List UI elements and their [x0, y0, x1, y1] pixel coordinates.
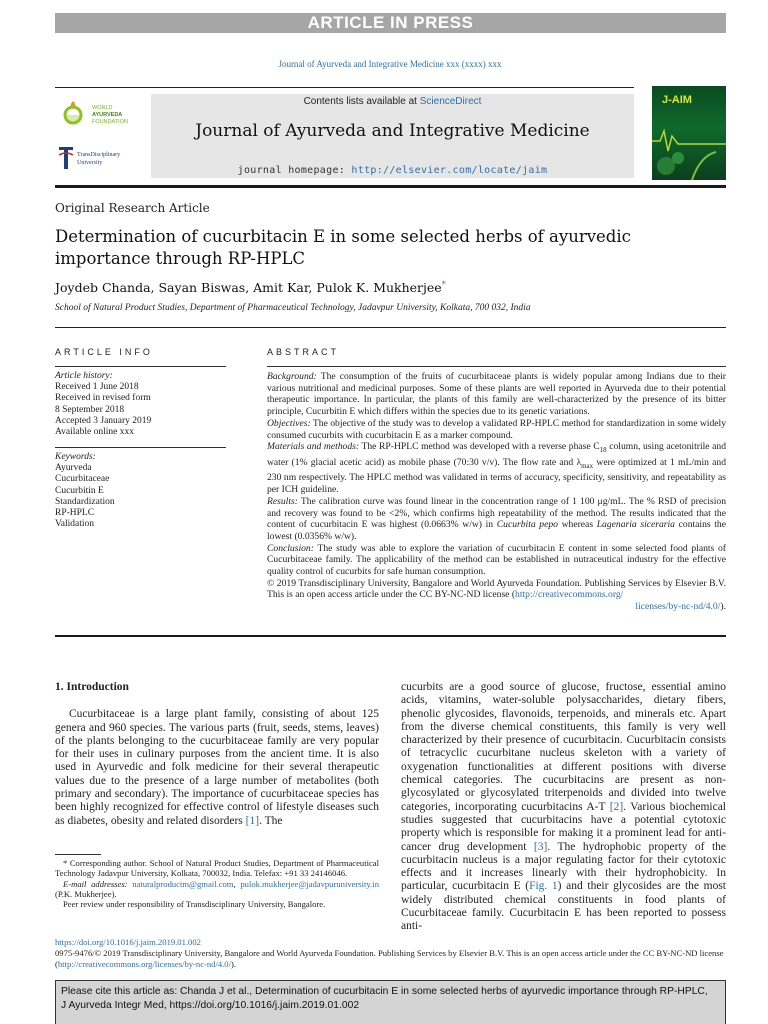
- author-affiliation: School of Natural Product Studies, Department of Pharmaceutical Technology, Jadavpur University, Kolkata, 700 032, India: [55, 303, 531, 313]
- footnote-rule: [55, 854, 101, 855]
- keyword: Cucurbitin E: [55, 485, 104, 496]
- sciencedirect-link[interactable]: ScienceDirect: [419, 96, 482, 107]
- abstract-copyright: [267, 578, 726, 601]
- methods-text-c: were optimized at 1 mL/min and 230 nm respectively. The HPLC method was validated in terms of accuracy, specificity, sensitivity, and repeatability as per ICH guideline.: [267, 456, 726, 496]
- email-link-2[interactable]: pulok.mukherjee@jadavpuruniversity.in: [240, 878, 379, 889]
- logo-tu-line1: TransDisciplinary: [77, 152, 121, 158]
- keyword: RP-HPLC: [55, 508, 95, 519]
- keyword: Ayurveda: [55, 463, 92, 474]
- abstract-copyright-close: ).: [720, 601, 726, 613]
- footer-copyright-close: ).: [230, 959, 236, 969]
- article-info-heading: ARTICLE INFO: [55, 347, 153, 357]
- right-text-c: . The hydrophobic property of the cucurbitacin nucleus is a major regulating factor for their cytotoxic effects and it increases linearly with their hydrophobicity. In particular, cucurbitacin E (: [401, 840, 726, 893]
- publisher-logos: [55, 95, 148, 175]
- journal-reference[interactable]: Journal of Ayurveda and Integrative Medicine xxx (xxxx) xxx: [278, 59, 502, 69]
- history-label: Article history:: [55, 371, 113, 381]
- objectives-label: Objectives:: [267, 417, 311, 429]
- header-thick-rule: [55, 185, 726, 188]
- methods-label: Materials and methods:: [267, 441, 360, 453]
- license-link-part1[interactable]: http://creativecommons.org/: [515, 589, 624, 601]
- contents-prefix: Contents lists available at: [303, 96, 420, 107]
- affiliation-rule: [55, 327, 726, 328]
- reference-link-2[interactable]: [2]: [609, 800, 624, 813]
- abstract-body: [267, 371, 726, 613]
- conclusion-label: Conclusion:: [267, 542, 314, 554]
- species-lagenaria-siceraria: Lagenaria siceraria: [596, 519, 675, 531]
- journal-cover-image: [652, 86, 726, 180]
- corresponding-author-note: * Corresponding author. School of Natural Product Studies, Department of Pharmaceutical Technology Jadavpur University, Kolkata, 700032, India. Telefax: +91 33 24146046.: [55, 858, 379, 879]
- footer-copyright-text: 0975-9476/© 2019 Transdisciplinary University, Bangalore and World Ayurveda Foundation. Publishing Services by Elsevier B.V. This is an open access article under the CC BY-NC-ND license (: [55, 948, 724, 969]
- journal-homepage: [151, 165, 634, 176]
- world-ayurveda-foundation-logo-text: [92, 105, 128, 126]
- results-text-a: The calibration curve was found linear in the concentration range of 1 100 μg/mL. The % RSD of precision and recovery was found to be <2%, which confirms high repeatability of the method. The results indicated that the content of cucurbitacin E was highest (0.0663% w/w) in: [267, 495, 726, 531]
- intro-text-b: . The: [259, 814, 283, 827]
- abstract-conclusion: [267, 543, 726, 578]
- keywords-label: Keywords:: [55, 452, 96, 462]
- email-separator: ,: [233, 878, 241, 889]
- homepage-prefix: journal homepage:: [237, 165, 352, 176]
- methods-subscript-max: max: [581, 461, 594, 470]
- license-link-part2[interactable]: licenses/by-nc-nd/4.0/: [635, 601, 721, 613]
- peer-review-note: Peer review under responsibility of Transdisciplinary University, Bangalore.: [63, 899, 326, 910]
- email-suffix: (P.K. Mukherjee).: [55, 888, 117, 899]
- logo-tu-line2: University: [77, 159, 103, 166]
- journal-header-box: [151, 94, 634, 178]
- methods-text-a: The RP-HPLC method was developed with a reverse phase C: [359, 441, 600, 453]
- body-right-column: [401, 681, 726, 934]
- email-link-1[interactable]: naturalproductm@gmail.com: [132, 878, 234, 889]
- right-text-b: . Various biochemical studies suggested that cucurbitacins have a potential cytotoxic property which is responsible for making it a prominent lead for anti-cancer drug development: [401, 800, 726, 853]
- keyword: Validation: [55, 519, 95, 530]
- intro-continued-paragraph: [401, 681, 726, 934]
- logo-world-line2: AYURVEDA: [92, 111, 123, 118]
- keyword: Standardization: [55, 496, 115, 507]
- email-label: E-mail addresses:: [63, 878, 133, 889]
- article-title-line2: importance through RP-HPLC: [55, 249, 306, 268]
- history-item: Accepted 3 January 2019: [55, 415, 152, 426]
- intro-text-a: Cucurbitaceae is a large plant family, consisting of about 125 genera and 960 species. The various parts (fruit, seeds, stems, leaves) of the plants belonging to the cucurbitaceae family are very popular for their uses in culinary purposes from the ancient time. It is also used in Ayurvedic and folk medicine for their several therapeutic values due to the presence of a large number of metabolites (both primary and secondary). The importance of cucurbitaceae species has been highly recognized for effective control of lifestyle diseases such as diabetes, obesity and related disorders: [55, 708, 379, 827]
- article-info-rule: [55, 366, 226, 367]
- abstract-copyright-text: © 2019 Transdisciplinary University, Bangalore and World Ayurveda Foundation. Publishing Services by Elsevier B.V. This is an open access article under the CC BY-NC-ND license (: [267, 577, 726, 601]
- section-heading-introduction: 1. Introduction: [55, 681, 129, 693]
- history-item: Received 1 June 2018: [55, 382, 139, 393]
- article-history: [55, 371, 151, 438]
- world-ayurveda-foundation-logo-icon: [61, 99, 85, 125]
- keywords-rule: [55, 447, 226, 448]
- email-note: [55, 879, 379, 900]
- transdisciplinary-university-logo-text: [77, 152, 120, 168]
- footer-license-link[interactable]: http://creativecommons.org/licenses/by-nc-nd/4.0/: [57, 959, 231, 969]
- history-item: Received in revised form: [55, 393, 151, 404]
- body-left-column: [55, 681, 379, 828]
- homepage-link[interactable]: http://elsevier.com/locate/jaim: [351, 165, 548, 176]
- keyword: Cucurbitaceae: [55, 474, 110, 485]
- abstract-copyright-end: [267, 601, 726, 613]
- history-item: 8 September 2018: [55, 404, 125, 415]
- results-text-b: whereas: [557, 519, 597, 531]
- author-list: [55, 280, 446, 295]
- journal-title: Journal of Ayurveda and Integrative Medicine: [195, 121, 590, 141]
- abstract-background: [267, 371, 726, 418]
- objectives-text: The objective of the study was to develop a validated RP-HPLC method for standardization in some widely consumed cucurbits with cucurbitacin E as a marker compound.: [267, 417, 726, 441]
- abstract-objectives: [267, 418, 726, 441]
- contents-availability: [151, 96, 634, 107]
- authors-names: Joydeb Chanda, Sayan Biswas, Amit Kar, Pulok K. Mukherjee: [55, 280, 442, 296]
- species-cucurbita-pepo: Cucurbita pepo: [496, 519, 558, 531]
- header-rule: [55, 87, 634, 88]
- article-title-line1: Determination of cucurbitacin E in some selected herbs of ayurvedic: [55, 227, 631, 246]
- article-title: [55, 226, 695, 270]
- footer-copyright: [55, 948, 726, 970]
- figure-link-1[interactable]: Fig. 1: [529, 880, 558, 893]
- cover-art-icon: [652, 86, 726, 180]
- intro-paragraph: [55, 708, 379, 828]
- methods-text-b: column, using acetonitrile and water (1% glacial acetic acid) as mobile phase (70:30 v/v). The flow rate and λ: [267, 441, 727, 468]
- transdisciplinary-university-logo-icon: [57, 145, 75, 171]
- citation-line1: Please cite this article as: Chanda J et al., Determination of cucurbitacin E in some selected herbs of ayurvedic importance through RP-HPLC,: [61, 986, 708, 997]
- methods-subscript: 18: [599, 446, 607, 455]
- results-text-c: contains the lowest (0.0356% w/w).: [267, 519, 726, 542]
- history-item: Available online xxx: [55, 427, 134, 438]
- citation-box: [55, 980, 726, 1024]
- front-matter-rule: [55, 635, 726, 637]
- background-label: Background:: [267, 371, 317, 382]
- footnotes: [55, 858, 379, 909]
- right-text-d: ) and their glycosides are the most widely distributed chemical constituents in food plants of Cucurbitaceae family. Cucurbitacin E has been reported to possess anti-: [401, 880, 726, 933]
- abstract-heading: ABSTRACT: [267, 347, 340, 357]
- keywords-list: [55, 452, 115, 530]
- logo-world-line1: WORLD: [92, 105, 113, 111]
- results-label: Results:: [267, 495, 298, 507]
- article-in-press-banner: ARTICLE IN PRESS: [55, 13, 726, 33]
- article-type: Original Research Article: [55, 201, 210, 215]
- conclusion-text: The study was able to explore the variation of cucurbitacin E content in some selected food plants of Cucurbitaceae family. The applicability of the method can be established in nutraceutical industry for the effective quality control of cucurbits for safe human consumption.: [267, 542, 726, 578]
- citation-line2: J Ayurveda Integr Med, https://doi.org/10.1016/j.jaim.2019.01.002: [61, 999, 360, 1011]
- background-text: The consumption of the fruits of cucurbitaceae plants is widely popular among Indians due to their various nutritional and medicinal purposes. Some of these plants are well reported in Ayurveda due to their potential therapeutic importance. In particular, the plants of this family are well-characterized by the presence of its bitter principle, Cucurbitin E which differs within the species due to its genetic variations.: [267, 371, 726, 418]
- doi-link[interactable]: https://doi.org/10.1016/j.jaim.2019.01.002: [55, 937, 201, 947]
- corresponding-author-mark[interactable]: *: [441, 280, 446, 289]
- cover-title: J-AIM: [662, 94, 692, 106]
- reference-link-3[interactable]: [3]: [533, 840, 548, 853]
- abstract-rule: [267, 366, 726, 367]
- abstract-methods: [267, 441, 726, 496]
- reference-link-1[interactable]: [1]: [245, 814, 260, 827]
- abstract-results: [267, 496, 726, 543]
- right-text-a: cucurbits are a good source of glucose, fructose, essential amino acids, vitamins, water-soluble polysaccharides, dietary fibers, phenolic glycosides, flavonoids, terpenoids, and minerals etc. Apart from the diverse chemical constituents, this family is very well characterized by their presence of cucurbitacin. Cucurbitacin consists of tetracyclic cucurbitane nucleus skeleton with a variety of oxygenation functionalities at different positions with diverse chemical categories. The cucurbitacins are present as non-glycosylated or glycosylated triterpenoids and divided into twelve categories, incorporating cucurbitacins A-T: [401, 681, 726, 813]
- logo-world-line3: FOUNDATION: [92, 118, 128, 125]
